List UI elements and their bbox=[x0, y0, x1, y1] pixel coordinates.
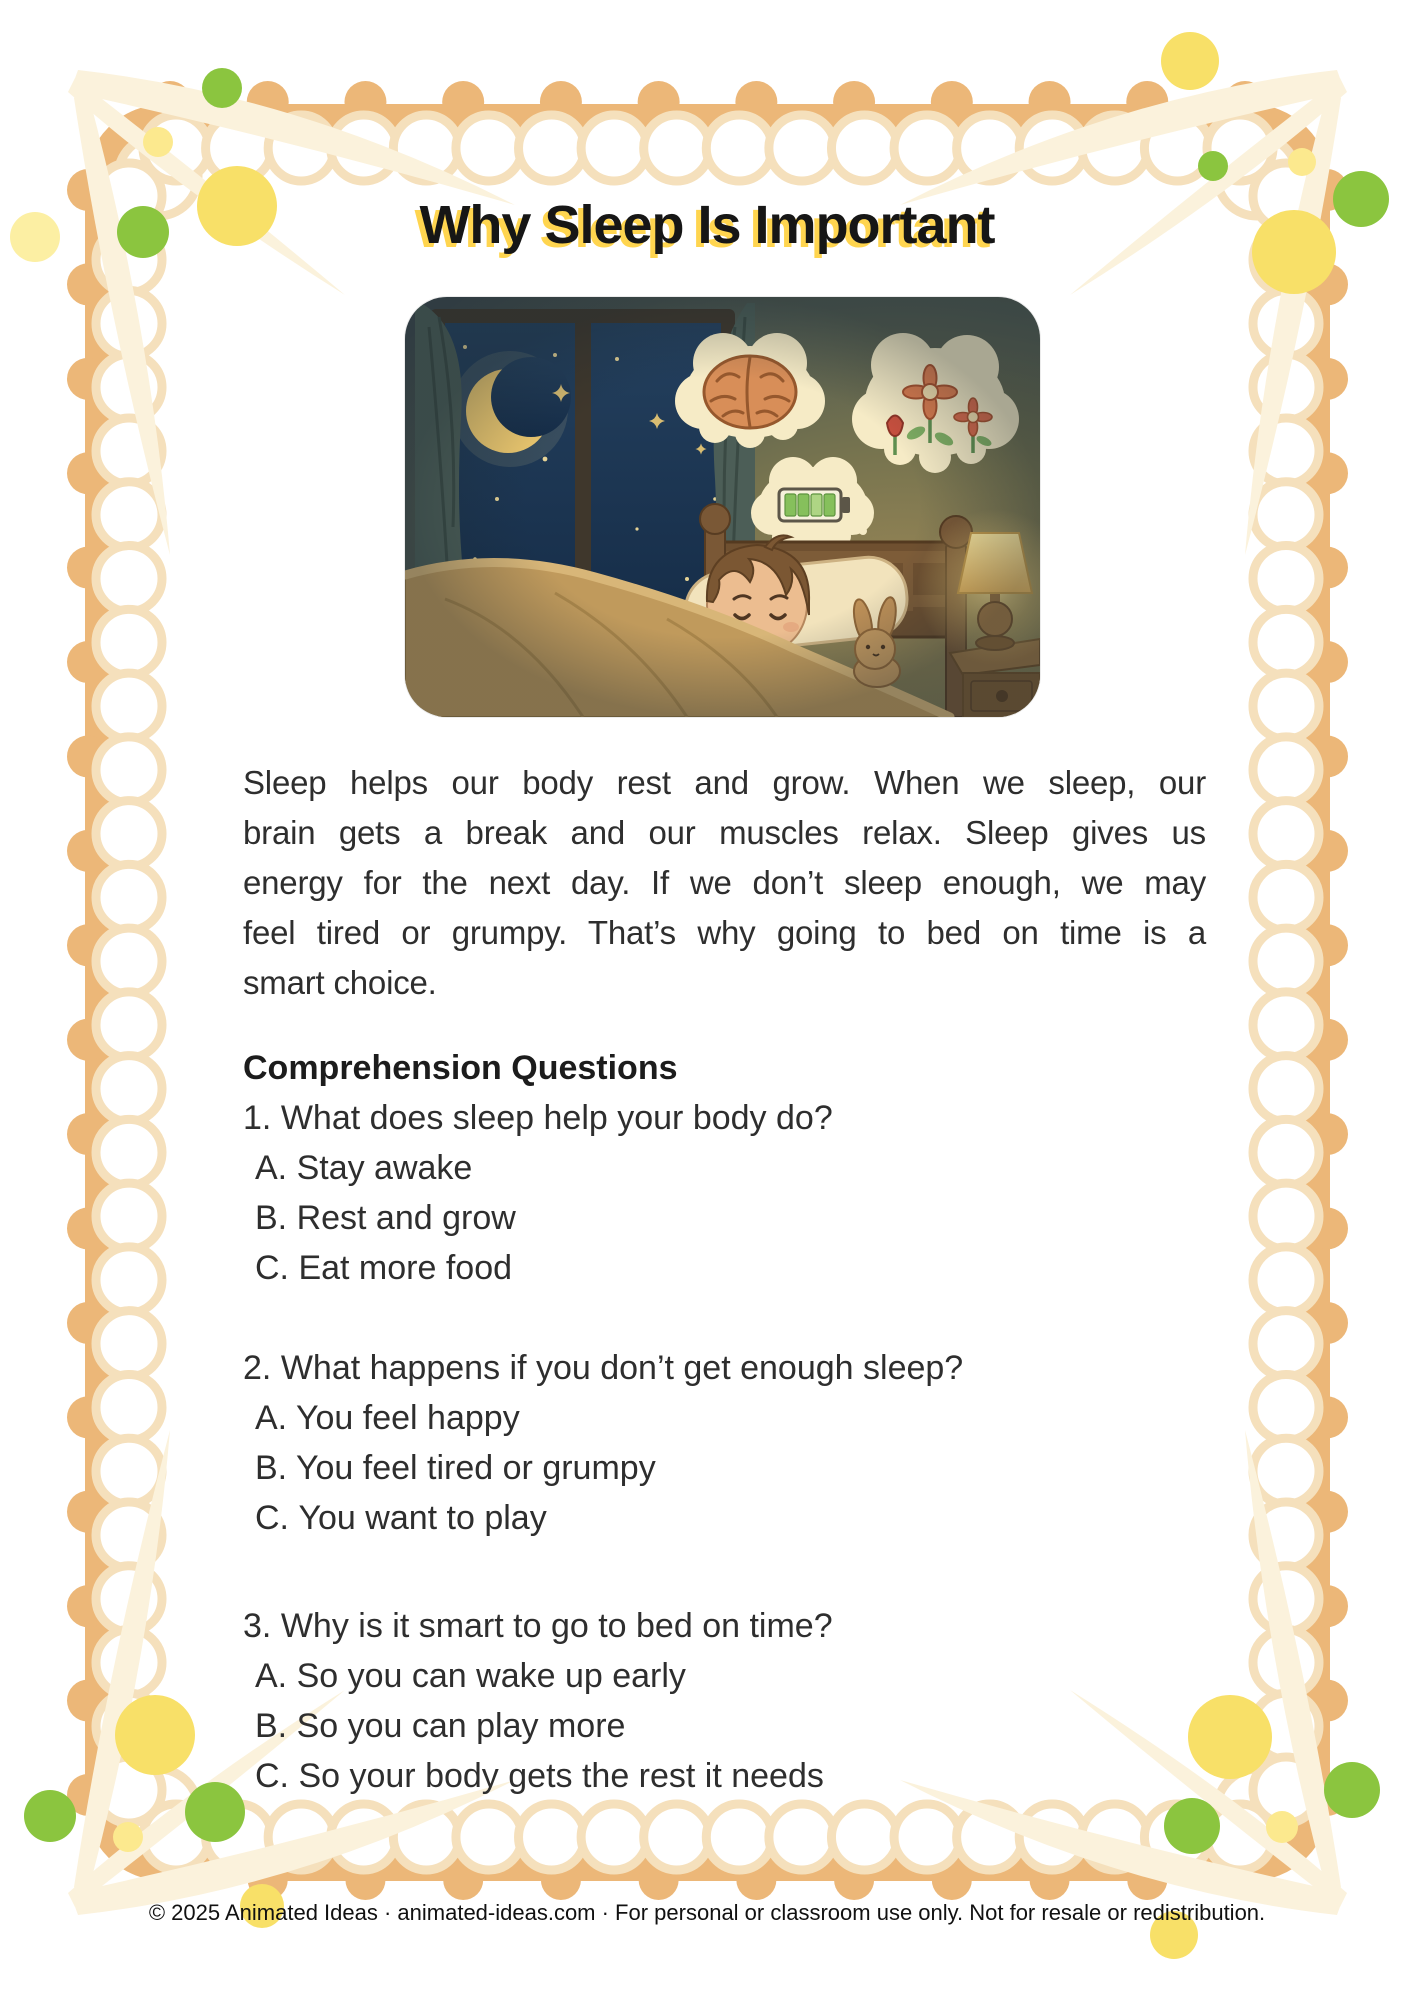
vignette bbox=[405, 297, 1040, 717]
passage-line: brain gets a break and our muscles relax. Sleep gives us bbox=[243, 814, 1206, 851]
questions-heading: Comprehension Questions bbox=[243, 1049, 678, 1087]
answer-option: A. You feel happy bbox=[255, 1399, 520, 1437]
passage-line: feel tired or grumpy. That’s why going to bed on time is a bbox=[243, 914, 1206, 951]
answer-option: B. You feel tired or grumpy bbox=[255, 1449, 656, 1487]
worksheet-title: Why Sleep Is Important bbox=[419, 195, 995, 255]
passage-line: energy for the next day. If we don’t sleep enough, we may bbox=[243, 864, 1206, 901]
question-text: 3. Why is it smart to go to bed on time? bbox=[243, 1607, 833, 1645]
reading-passage bbox=[243, 758, 1206, 1008]
answer-option: B. Rest and grow bbox=[255, 1199, 516, 1237]
answer-option: A. So you can wake up early bbox=[255, 1657, 686, 1695]
copyright-footer: © 2025 Animated Ideas · animated-ideas.com · For personal or classroom use only. Not for resale or redistribution. bbox=[148, 1900, 1266, 1925]
story-illustration bbox=[405, 297, 1040, 717]
answer-option: B. So you can play more bbox=[255, 1707, 626, 1745]
comprehension-section bbox=[243, 1043, 1206, 1801]
answer-option: C. Eat more food bbox=[255, 1249, 513, 1287]
answer-option: C. So your body gets the rest it needs bbox=[255, 1757, 824, 1795]
question-text: 2. What happens if you don’t get enough sleep? bbox=[243, 1349, 964, 1387]
question-block bbox=[243, 1343, 1206, 1543]
question-block bbox=[243, 1093, 1206, 1293]
answer-option: C. You want to play bbox=[255, 1499, 547, 1537]
passage-line: smart choice. bbox=[243, 964, 437, 1001]
question-text: 1. What does sleep help your body do? bbox=[243, 1099, 833, 1137]
question-block bbox=[243, 1601, 1206, 1801]
answer-option: A. Stay awake bbox=[255, 1149, 473, 1187]
passage-line: Sleep helps our body rest and grow. When we sleep, our bbox=[243, 764, 1206, 801]
